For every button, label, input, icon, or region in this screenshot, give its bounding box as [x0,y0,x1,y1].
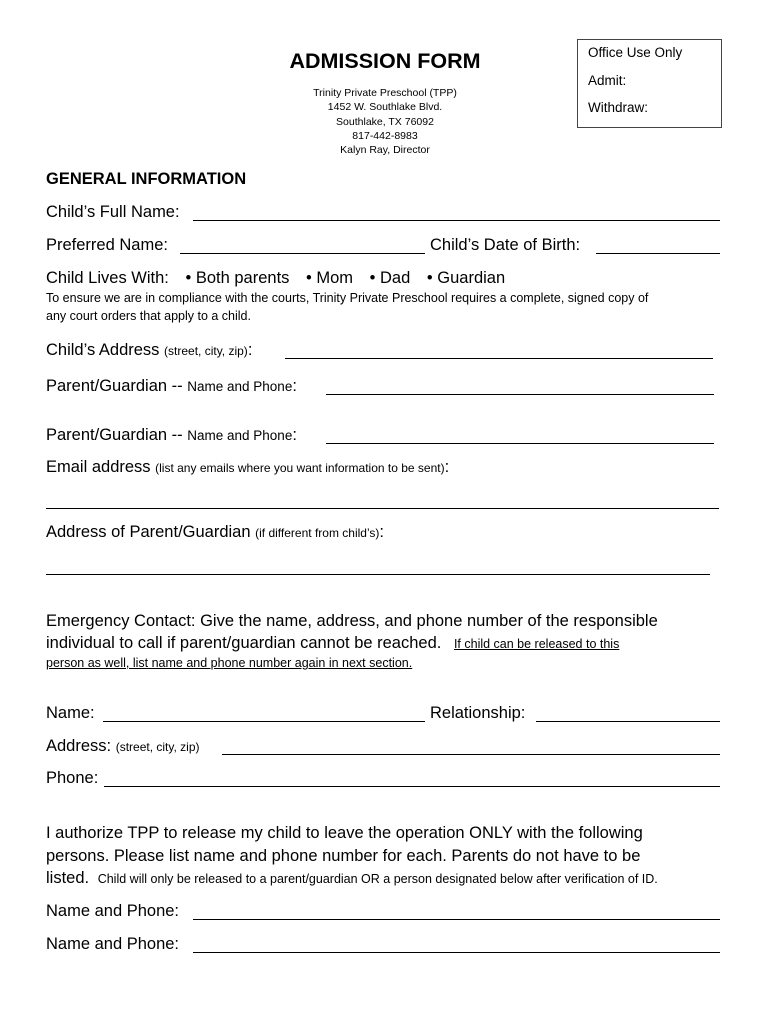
email-label: Email address [46,458,151,476]
school-name: Trinity Private Preschool (TPP) [313,87,457,99]
parent-guardian-1-field[interactable] [326,394,714,395]
court-note-line2: any court orders that apply to a child. [46,309,251,323]
emergency-release-note-2: person as well, list name and phone number again in next section. [46,656,413,670]
preferred-name-field[interactable] [180,253,425,254]
school-director: Kalyn Ray, Director [340,144,430,156]
office-withdraw-label: Withdraw: [588,100,649,115]
emergency-phone-field[interactable] [104,786,720,787]
emergency-address-hint: (street, city, zip) [115,740,200,754]
parent-guardian-1-row: Parent/Guardian -- Name and Phone: [46,377,297,395]
lives-with-label: Child Lives With: [46,269,169,287]
option-mom[interactable]: • Mom [306,269,354,287]
release-name-phone-2-field[interactable] [193,952,720,953]
office-admit-label: Admit: [588,73,627,88]
parent-address-row: Address of Parent/Guardian (if different from child’s): [46,523,384,541]
parent-address-label: Address of Parent/Guardian [46,523,251,541]
general-info-heading: GENERAL INFORMATION [46,170,247,188]
release-line3-text: listed. [46,869,90,887]
date-of-birth-field[interactable] [596,253,720,254]
emergency-phone-label: Phone: [46,769,99,787]
form-title: ADMISSION FORM [289,49,481,73]
option-dad-label: Dad [380,269,411,287]
parent-guardian-2-label: Parent/Guardian -- [46,426,183,444]
emergency-address-label: Address: [46,737,112,755]
emergency-name-label: Name: [46,704,95,722]
emergency-address-row [46,737,200,756]
emergency-relationship-label: Relationship: [430,704,526,722]
release-name-phone-1-label: Name and Phone: [46,902,180,920]
parent-guardian-1-hint: Name and Phone [187,379,293,394]
release-line3 [46,869,658,888]
school-phone: 817-442-8983 [352,130,418,142]
option-mom-label: Mom [316,269,354,287]
childs-full-name-label: Child’s Full Name: [46,203,180,221]
option-both-parents-label: Both parents [195,269,290,287]
emergency-release-note-1: If child can be released to this [453,637,620,651]
emergency-relationship-field[interactable] [536,721,720,722]
email-row: Email address (list any emails where you want information to be sent): [46,458,450,476]
release-name-phone-2-label: Name and Phone: [46,935,180,953]
release-line2: persons. Please list name and phone number for each. Parents do not have to be [46,847,641,865]
parent-guardian-1-label: Parent/Guardian -- [46,377,183,395]
date-of-birth-label: Child’s Date of Birth: [430,236,581,254]
childs-address-row: Child’s Address (street, city, zip): [46,341,253,359]
school-address-line1: 1452 W. Southlake Blvd. [327,101,443,113]
option-dad[interactable]: • Dad [369,269,411,287]
parent-address-field[interactable] [46,574,710,575]
court-note-line1: To ensure we are in compliance with the courts, Trinity Private Preschool requires a complete, signed copy of [46,291,649,305]
childs-address-field[interactable] [285,358,713,359]
release-name-phone-1-field[interactable] [193,919,720,920]
emergency-intro-line2 [46,634,619,653]
parent-guardian-2-row: Parent/Guardian -- Name and Phone: [46,426,297,444]
school-address-line2: Southlake, TX 76092 [336,116,434,128]
release-line1: I authorize TPP to release my child to leave the operation ONLY with the following [46,824,643,842]
email-hint: (list any emails where you want information to be sent) [155,461,445,475]
email-field[interactable] [46,508,719,509]
preferred-name-label: Preferred Name: [46,236,168,254]
option-guardian[interactable]: • Guardian [426,269,506,287]
parent-guardian-2-hint: Name and Phone [187,428,293,443]
emergency-address-field[interactable] [222,754,720,755]
office-use-title: Office Use Only [588,45,683,60]
emergency-intro-text: individual to call if parent/guardian cannot be reached. [46,634,442,652]
parent-address-hint: (if different from child’s) [255,526,380,540]
emergency-intro-line1: Emergency Contact: Give the name, address, and phone number of the responsible [46,612,658,630]
release-note: Child will only be released to a parent/guardian OR a person designated below after verification of ID. [97,872,658,886]
childs-address-label: Child’s Address [46,341,160,359]
parent-guardian-2-field[interactable] [326,443,714,444]
childs-full-name-field[interactable] [193,220,720,221]
childs-address-hint: (street, city, zip) [164,344,248,358]
emergency-name-field[interactable] [103,721,425,722]
option-guardian-label: Guardian [437,269,506,287]
option-both-parents[interactable]: • Both parents [185,269,290,287]
lives-with-row [46,269,505,288]
